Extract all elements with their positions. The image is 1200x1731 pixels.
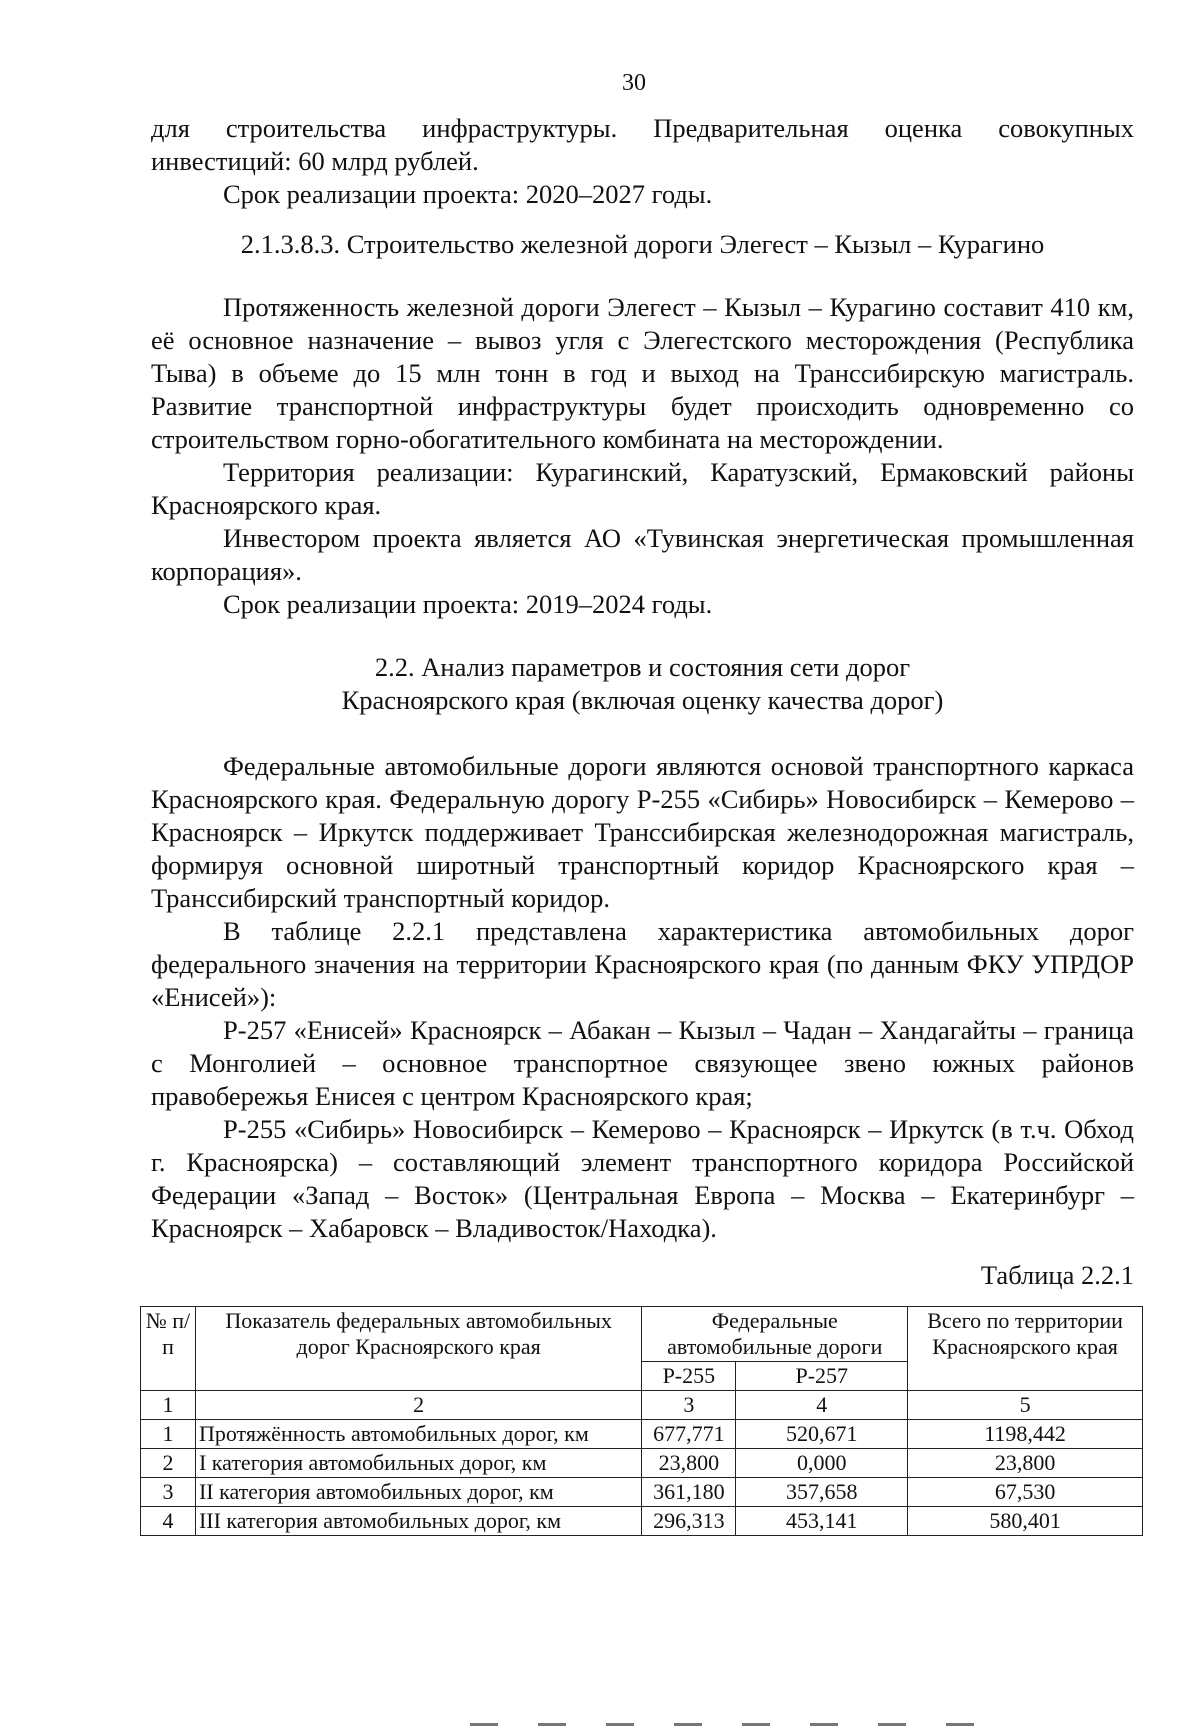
row-total: 580,401	[908, 1507, 1143, 1536]
row-num: 1	[141, 1420, 196, 1449]
paragraph: Инвестором проекта является АО «Тувинская энергетическая промышленная корпорация».	[151, 523, 1134, 586]
section-heading-2	[151, 651, 1134, 717]
row-num: 4	[141, 1507, 196, 1536]
scan-mark	[810, 1723, 838, 1726]
scan-mark	[878, 1723, 906, 1726]
header-federal: Федеральные автомобильные дороги	[642, 1307, 908, 1362]
paragraph: Протяженность железной дороги Элегест – Кызыл – Курагино составит 410 км, её основное назначение – вывоз угля с Элегестского месторождения (Республика Тыва) в объеме до 15 млн тонн в год и выход на Транссибирскую магистраль. Развитие транспортной инфраструктуры будет происходить одновременно со строительством горно-обогатительного комбината на месторождении.	[151, 292, 1134, 454]
header-total: Всего по территории Красноярского края	[908, 1307, 1143, 1391]
table-row	[141, 1449, 1143, 1478]
table-row	[141, 1478, 1143, 1507]
row-name: Протяжённость автомобильных дорог, км	[195, 1420, 641, 1449]
header-r255: Р-255	[642, 1362, 736, 1391]
scan-mark	[606, 1723, 634, 1726]
row-r255: 677,771	[642, 1420, 736, 1449]
table-row	[141, 1507, 1143, 1536]
paragraph: Федеральные автомобильные дороги являются основой транспортного каркаса Красноярского края. Федеральную дорогу Р-255 «Сибирь» Новосибирск – Кемерово – Красноярск – Иркутск поддерживает Транссибирская железнодорожная магистраль, формируя основной широтный транспортный коридор Красноярского края – Транссибирский транспортный коридор.	[151, 751, 1134, 913]
table-caption: Таблица 2.2.1	[980, 1260, 1134, 1290]
scan-mark	[742, 1723, 770, 1726]
paragraph: Р-257 «Енисей» Красноярск – Абакан – Кызыл – Чадан – Хандагайты – граница с Монголией – основное транспортное связующее звено южных районов правобережья Енисея с центром Красноярского края;	[151, 1015, 1134, 1111]
roads-table	[140, 1306, 1143, 1536]
column-numbers-row	[141, 1391, 1143, 1420]
row-r257: 453,141	[736, 1507, 908, 1536]
scan-mark	[470, 1723, 498, 1726]
table-header-row	[141, 1307, 1143, 1362]
paragraph: Срок реализации проекта: 2019–2024 годы.	[223, 589, 713, 619]
row-r257: 0,000	[736, 1449, 908, 1478]
row-r257: 520,671	[736, 1420, 908, 1449]
row-r255: 23,800	[642, 1449, 736, 1478]
table-row	[141, 1420, 1143, 1449]
row-r255: 296,313	[642, 1507, 736, 1536]
section-heading: 2.1.3.8.3. Строительство железной дороги Элегест – Кызыл – Курагино	[240, 229, 1045, 259]
row-name: III категория автомобильных дорог, км	[195, 1507, 641, 1536]
row-name: II категория автомобильных дорог, км	[195, 1478, 641, 1507]
paragraph: Р-255 «Сибирь» Новосибирск – Кемерово – Красноярск – Иркутск (в т.ч. Обход г. Красноярска) – составляющий элемент транспортного коридора Российской Федерации «Запад – Восток» (Центральная Европа – Москва – Екатеринбург – Красноярск – Хабаровск – Владивосток/Находка).	[151, 1114, 1134, 1243]
col-number: 3	[642, 1391, 736, 1420]
col-number: 1	[141, 1391, 196, 1420]
col-number: 4	[736, 1391, 908, 1420]
row-total: 23,800	[908, 1449, 1143, 1478]
paragraph: Срок реализации проекта: 2020–2027 годы.	[223, 179, 713, 209]
document-body	[145, 112, 1134, 1536]
scan-mark	[946, 1723, 974, 1726]
header-r257: Р-257	[736, 1362, 908, 1391]
col-number: 5	[908, 1391, 1143, 1420]
header-indicator: Показатель федеральных автомобильных дорог Красноярского края	[195, 1307, 641, 1391]
row-name: I категория автомобильных дорог, км	[195, 1449, 641, 1478]
row-total: 1198,442	[908, 1420, 1143, 1449]
heading-line: Красноярского края (включая оценку качества дорог)	[341, 685, 944, 715]
scan-edge-marks	[470, 1713, 1170, 1719]
row-r257: 357,658	[736, 1478, 908, 1507]
paragraph: для строительства инфраструктуры. Предварительная оценка совокупных инвестиций: 60 млрд рублей.	[151, 113, 1134, 176]
page-number: 30	[622, 70, 646, 96]
row-num: 2	[141, 1449, 196, 1478]
paragraph: Территория реализации: Курагинский, Каратузский, Ермаковский районы Красноярского края.	[151, 457, 1134, 520]
row-r255: 361,180	[642, 1478, 736, 1507]
scan-mark	[674, 1723, 702, 1726]
header-num: № п/п	[141, 1307, 196, 1391]
scan-mark	[538, 1723, 566, 1726]
heading-line: 2.2. Анализ параметров и состояния сети дорог	[374, 652, 911, 682]
paragraph: В таблице 2.2.1 представлена характеристика автомобильных дорог федерального значения на территории Красноярского края (по данным ФКУ УПРДОР «Енисей»):	[151, 916, 1134, 1012]
row-num: 3	[141, 1478, 196, 1507]
col-number: 2	[195, 1391, 641, 1420]
row-total: 67,530	[908, 1478, 1143, 1507]
